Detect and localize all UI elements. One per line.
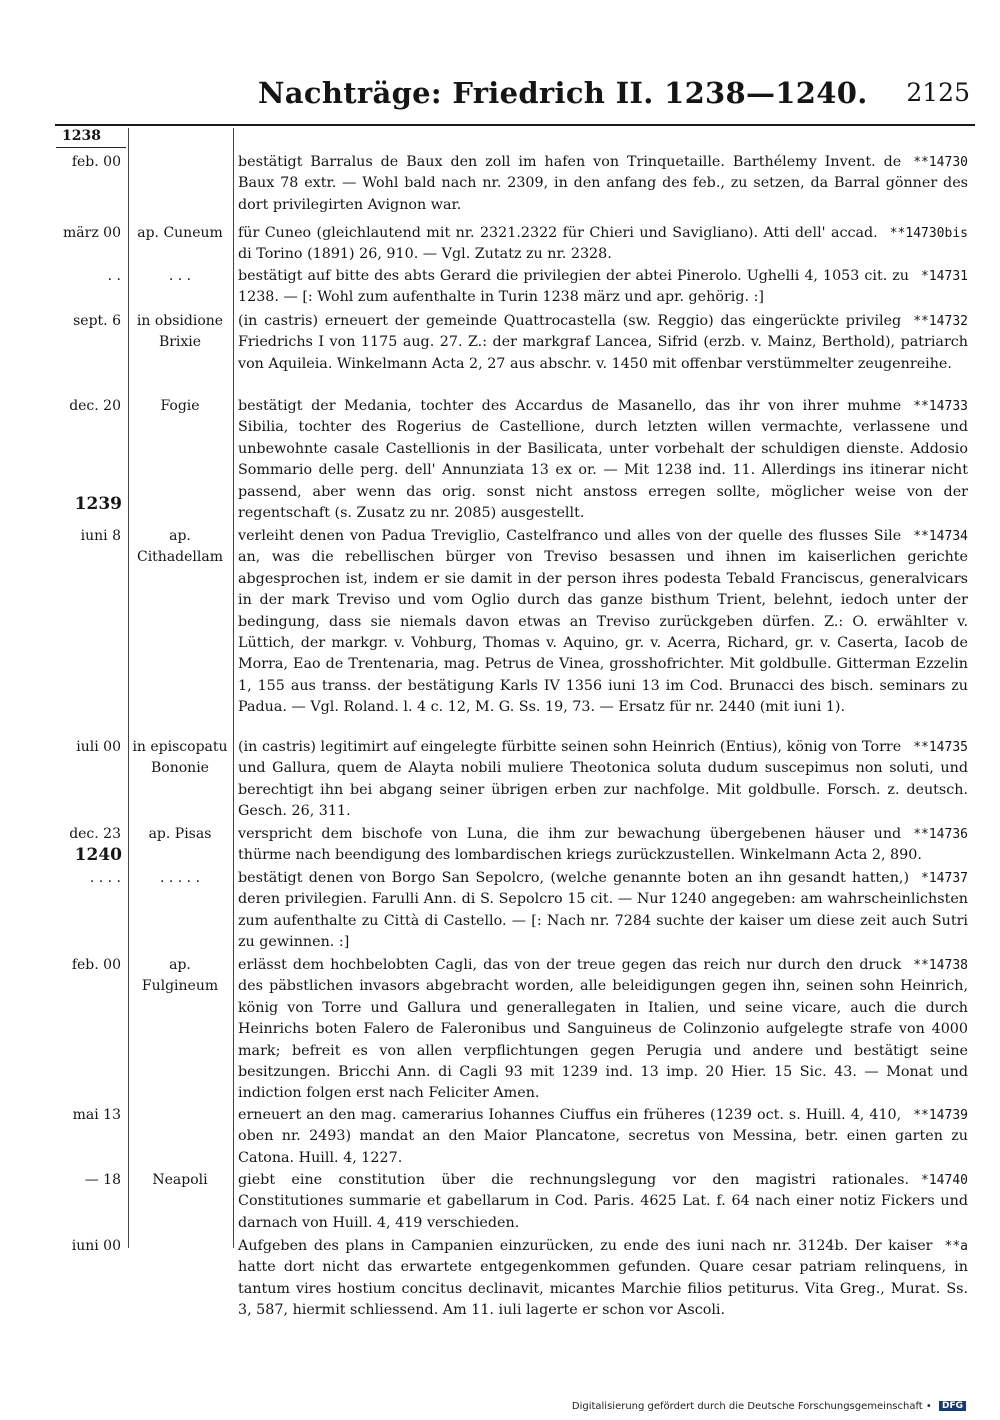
entry-place: . . . (168, 268, 192, 284)
entry-date: mai 13 (72, 1107, 121, 1123)
entry-place: . . . . . (159, 870, 201, 886)
page-title: Nachträge: Friedrich II. 1238—1240. (258, 76, 868, 110)
entry-text (238, 737, 968, 823)
entry-body: (in castris) erneuert der gemeinde Quattrocastella (sw. Reggio) das eingerückte privileg Friedrichs I von 1175 aug. 27. Z.: der markgraf Lancea, Sifrid (erzb. v. Mainz, Berthold), patriarch von Aquileia. Winkelmann Acta 2, 27 aus abschr. v. 1450 mit offenbar verstümmelter zeugenreihe. (238, 313, 968, 372)
entry-date: . . (107, 268, 121, 284)
dfg-logo: DFG (939, 1401, 966, 1411)
entry-reference: **14730bis (889, 226, 968, 241)
entry-date: dec. 23 (69, 826, 121, 842)
entry-place: ap. Cuneum (137, 225, 223, 241)
entry-date: sept. 6 (73, 313, 121, 329)
entry-date: feb. 00 (71, 957, 121, 973)
entry-text (238, 955, 968, 1105)
entry-text (238, 1236, 968, 1322)
entry-text (238, 223, 968, 266)
entry-body: (in castris) legitimirt auf eingelegte fürbitte seinen sohn Heinrich (Entius), könig von Torre und Gallura, quem de Alayta nobili muliere Theotonica soluta dudum suscepimus non soluti, und berechtigt ihn bei abgang seiner übrigen erben zur nachfolge. Mit goldbulle. Forsch. z. deutsch. Gesch. 26, 311. (238, 739, 968, 820)
entry-text (238, 1105, 968, 1169)
entry-body: bestätigt der Medania, tochter des Accardus de Masanello, das ihr von ihrer muhme Sibilia, tochter des Rogerius de Castellione, durch letzten willen vermachte, verlassene und unbewohnte casale Castellionis in der Basilicata, unter vorbehalt der schuldigen dienste. Addosio Sommario delle perg. dell' Annunziata 13 ex or. — Mit 1238 ind. 11. Allerdings ins itinerar nicht passend, aber wenn das orig. sonst nicht anstoss erregen sollte, möglicher weise von der regentschaft (s. Zusatz zu nr. 2085) ausgestellt. (238, 398, 968, 522)
entry-reference: **14739 (913, 1108, 968, 1123)
entry-date: iuni 00 (71, 1238, 121, 1254)
entry-date: iuni 8 (80, 528, 121, 544)
entry-body: erneuert an den mag. camerarius Iohannes Ciuffus ein früheres (1239 oct. s. Huill. 4, 410, oben nr. 2493) mandat an den Maior Plancatone, secretus von Messina, betr. einen garten zu Catona. Huill. 4, 1227. (238, 1107, 968, 1166)
year-heading-1240: 1240 (74, 845, 122, 865)
year-heading-1238: 1238 (62, 128, 101, 144)
entry-reference: **14730 (913, 155, 968, 170)
entry-reference: **14736 (913, 827, 968, 842)
entry-reference: **14738 (913, 958, 968, 973)
entry-date: — 18 (84, 1172, 121, 1188)
column-rule-place (233, 128, 234, 1248)
entry-text (238, 1170, 968, 1234)
entry-place: in obsidione Brixie (136, 313, 224, 350)
entry-text (238, 868, 968, 954)
entry-date: . . . . (89, 870, 121, 886)
entry-place: ap. Cithadellam (136, 528, 223, 565)
entry-reference: **14733 (913, 399, 968, 414)
entry-body: erlässt dem hochbelobten Cagli, das von der treue gegen das reich nur durch den druck des päbstlichen invasors abgebracht worden, alle beleidigungen gegen ihn, seinen sohn Heinrich, könig von Torre und Gallura und generallegaten in Italien, und seine vicare, auch die durch Heinrichs boten Falero de Faleronibus und Sanguineus de Colinzonio aufgelegte strafe von 4000 mark; befreit es von allen verpflichtungen gegen Perugia und andere und bestätigt seine besitzungen. Bricchi Ann. di Cagli 93 mit 1239 ind. 13 imp. 20 Hier. 15 Sic. 43. — Monat und indiction folgen erst nach Feliciter Amen. (238, 957, 968, 1102)
digitization-footer (572, 1401, 966, 1412)
entry-body: bestätigt Barralus de Baux den zoll im hafen von Trinquetaille. Barthélemy Invent. de Baux 78 extr. — Wohl bald nach nr. 2309, in den anfang des feb., zu setzen, da Barral gönner des dort privilegirten Avignon war. (238, 154, 968, 213)
page-header (0, 76, 1000, 116)
entry-place: ap. Pisas (148, 826, 212, 842)
entry-body: Aufgeben des plans in Campanien einzurücken, zu ende des iuni nach nr. 3124b. Der kaiser hatte dort nicht das erwartete entgegenkommen gefunden. Quare cesar patriam relinquens, in tantum vires hostium concitus declinavit, micantes Marchie filios petiturus. Vita Greg., Murat. Ss. 3, 587, hiermit schliessend. Am 11. iuli lagerte er schon vor Ascoli. (238, 1238, 968, 1319)
entry-body: bestätigt auf bitte des abts Gerard die privilegien der abtei Pinerolo. Ughelli 4, 1053 cit. zu 1238. — [: Wohl zum aufenthalte in Turin 1238 märz und apr. gehörig. :] (238, 268, 910, 306)
year-heading-rule (56, 147, 126, 148)
entry-body: verspricht dem bischofe von Luna, die ihm zur bewachung übergebenen häuser und thürme nach beendigung des lombardischen kriegs zurückzustellen. Winkelmann Acta 2, 890. (238, 826, 922, 864)
year-heading-1239: 1239 (74, 494, 122, 514)
entry-body: bestätigt denen von Borgo San Sepolcro, (welche genannte boten an ihn gesandt hatten,) deren privilegien. Farulli Ann. di S. Sepolcro 15 cit. — Nur 1240 angegeben: am wahrscheinlichsten zum aufenthalte zu Città di Castello. — [: Nach nr. 7284 suchte der kaiser um diese zeit auch Sutri zu gewinnen. :] (238, 870, 968, 951)
entry-reference: **14735 (913, 740, 968, 755)
entry-date: iuli 00 (76, 739, 121, 755)
entry-body: giebt eine constitution über die rechnungslegung vor den magistri rationales. Constitutiones summarie et gabellarum in Cod. Paris. 4625 Lat. f. 64 nach einer notiz Fickers und darnach von Huill. 4, 419 verschieden. (238, 1172, 968, 1231)
entry-date: dec. 20 (69, 398, 121, 414)
entry-text (238, 396, 968, 524)
entry-body: verleiht denen von Padua Treviglio, Castelfranco und alles von der quelle des flusses Sile an, was die rebellischen bürger von Treviso besassen und ihnen im kaiserlichen gerichte abgesprochen ist, indem er sie damit in der person ihres podesta Tebald Franciscus, generalvicars in der mark Treviso und vom Oglio durch das ganze bisthum Trient, belehnt, iedoch unter der bedingung, dass sie niemals davon etwas an Treviso zurückgeben dürfen. Z.: O. erwählter v. Lüttich, der markgr. v. Vohburg, Thomas v. Aquino, gr. v. Acerra, Richard, gr. v. Caserta, Iacob de Morra, Eao de Trentenaria, mag. Petrus de Vinea, grosshofrichter. Mit goldbulle. Gitterman Ezzelin 1, 155 aus transs. der bestätigung Karls IV 1356 iuni 13 im Cod. Brunacci des bisch. seminars zu Padua. — Vgl. Roland. l. 4 c. 12, M. G. Ss. 19, 73. — Ersatz für nr. 2440 (mit iuni 1). (238, 528, 968, 716)
entry-date: feb. 00 (71, 154, 121, 170)
entry-reference: **14732 (913, 314, 968, 329)
entry-date: märz 00 (63, 225, 121, 241)
entry-place: ap. Fulgineum (141, 957, 219, 994)
entry-body: für Cuneo (gleichlautend mit nr. 2321.2322 für Chieri und Savigliano). Atti dell' accad. di Torino (1891) 26, 910. — Vgl. Zutatz zu nr. 2328. (238, 225, 878, 263)
entry-text (238, 824, 968, 867)
entry-text (238, 152, 968, 216)
entry-text (238, 311, 968, 375)
column-rule-date (128, 128, 129, 1248)
entry-text (238, 266, 968, 309)
entry-place: Neapoli (152, 1172, 208, 1188)
entry-reference: *14737 (921, 871, 968, 886)
entry-reference: *14731 (921, 269, 968, 284)
entry-text (238, 526, 968, 719)
footer-text: Digitalisierung gefördert durch die Deutsche Forschungsgemeinschaft • (571, 1401, 932, 1412)
page-number: 2125 (906, 78, 970, 107)
entry-reference: **14734 (913, 529, 968, 544)
entry-place: Fogie (160, 398, 200, 414)
entry-reference: *14740 (921, 1173, 968, 1188)
entry-reference: **a (944, 1239, 968, 1254)
entry-place: in episcopatu Bononie (132, 739, 228, 776)
header-rule (55, 124, 975, 126)
